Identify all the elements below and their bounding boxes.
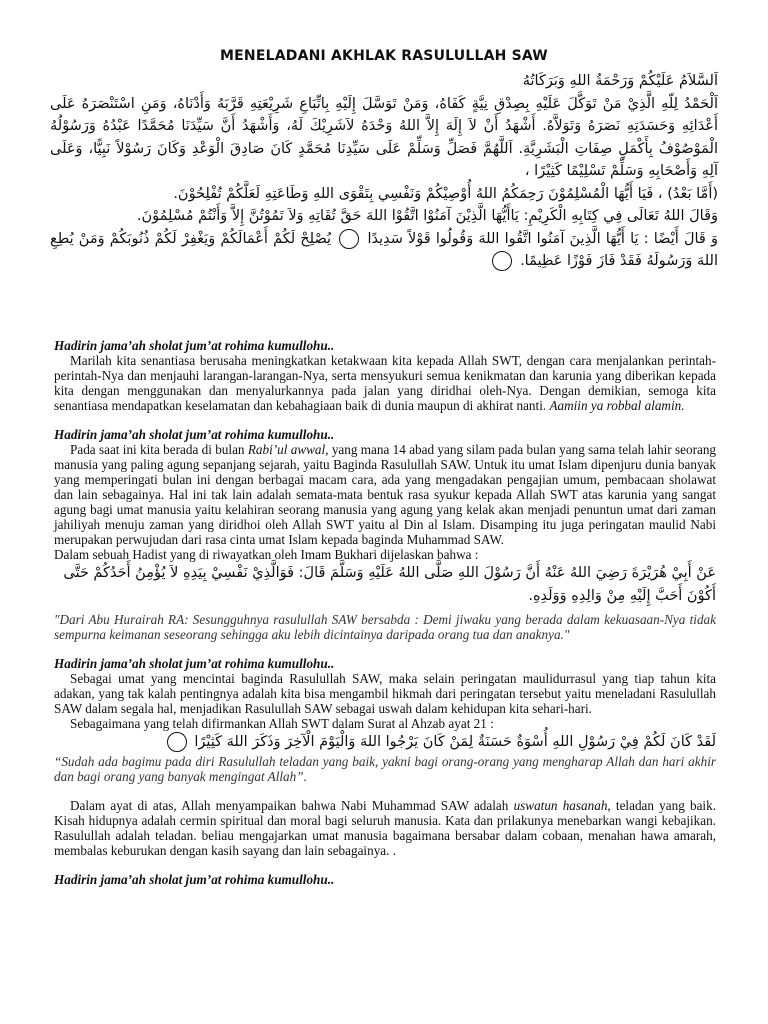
ayah-end-icon — [167, 732, 187, 752]
section-heading: Hadirin jama’ah sholat jum’at rohima kumullohu.. — [54, 656, 335, 671]
paragraph: Dalam sebuah Hadist yang di riwayatkan oleh Imam Bukhari dijelaskan bahwa : — [54, 547, 479, 562]
arabic-hamdalah: اَلْحَمْدُ لِلّهِ الَّذِيْ مَنْ تَوَكَّلَ عَلَيْهِ بِصِدْقِ نِيَّةٍ كَفَاهُ، وَمَنْ تَوَسَّلَ إِلَيْهِ بِاتِّبَاعِ شَرِيْعَتِهِ قَرَّبَهُ وَأَدْنَاهُ، وَمَنِ اسْتَنْصَرَهُ عَلَى أَعْدَائِهِ وَحَسَدَتِهِ نَصَرَهُ وَتَوَلاَّهُ. أَشْهَدُ أَنْ لاَ إِلَهَ إِلاَّ اللهُ وَحْدَهُ لاَشَرِيْكَ لَهُ، وَأَشْهَدُ أَنَّ سَيِّدَنَا مُحَمَّدًا عَبْدُهُ وَرَسُوْلُهُ الْمَوْصُوْفُ بِأَكْمَلِ صِفَاتِ الْبَشَرِيَّةِ. اَللَّهُمَّ فَصَلِّ وَسَلِّمْ عَلَى سَيِّدِنَا مُحَمَّدٍ كَانَ صَادِقَ الْوَعْدِ وَكَانَ رَسُوْلاً نَبِيًّا، وَعَلَى آلِهِ وَأَصْحَابِهِ وَسَلِّمْ تَسْلِيْمًا كَثِيْرًا ، — [50, 95, 718, 179]
paragraph-italic: uswatun hasanah — [513, 798, 608, 813]
arabic-qala-aidan — [50, 228, 718, 273]
paragraph-italic: Aamiin ya robbal alamin. — [549, 398, 685, 413]
sermon-body — [54, 338, 716, 887]
paragraph-text: , teladan yang baik. Kisah hidupnya adalah cermin spiritual dan moral bagi seluruh manusia. Kata dan prilakunya menebarkan wangi kebajikan. Rasulullah adalah teladan. beliau mengajarkan umat manusia bagaimana bersabar dalam cobaan, menahan hawa amarah, membalas keburukan dengan kasih sayang dan lain sebagainya. . — [54, 798, 716, 858]
ayah-text: لَقَدْ كَانَ لَكُمْ فِيْ رَسُوْلِ اللهِ أُسْوَةٌ حَسَنَةٌ لِمَنْ كَانَ يَرْجُوا اللهَ وَالْيَوْمَ الْآخِرَ وَذَكَرَ اللهَ كَثِيْرًا — [194, 734, 716, 750]
paragraph-text: Pada saat ini kita berada di bulan — [70, 442, 245, 457]
page-title: MENELADANI AKHLAK RASULULLAH SAW — [220, 48, 548, 64]
ayah-end-icon — [339, 229, 359, 249]
paragraph-text: Marilah kita senantiasa berusaha meningkatkan ketakwaan kita kepada Allah SWT, dengan cara menjalankan perintah-perintah-Nya dan menjauhi larangan-larangan-Nya, serta mensyukuri semua kenikmatan dan karunia yang diberikan kepada kita dengan menggunakan dan menyalurkannya pada jalan yang diridhai oleh-Nya. Dengan demikian, semoga kita senantiasa mendapatkan keselamatan dan kebahagiaan baik di dunia maupun di akhirat nanti. — [54, 353, 716, 413]
section-heading: Hadirin jama’ah sholat jum’at rohima kumullohu.. — [54, 427, 335, 442]
section-heading: Hadirin jama’ah sholat jum’at rohima kumullohu.. — [54, 338, 335, 353]
paragraph: Sebagai umat yang mencintai baginda Rasulullah SAW, maka selain peringatan maulidurrasul yang tiap tahun kita adakan, yang tak kalah pentingnya adalah kita bisa mengambil hikmah dari peringatan tersebut yaitu meneladani Rasulullah SAW dalam segala hal, menjadikan Rasulullah SAW sebagai uswah dalam kehidupan kita sehari-hari. — [54, 671, 716, 716]
arabic-amma-badu: (أَمَّا بَعْدُ) ، فَيَا أَيُّهَا الْمُسْلِمُوْنَ رَحِمَكُمُ اللهُ أُوْصِيْكُمْ وَنَفْسِي بِتَقْوَى اللهِ وَطَاعَتِهِ لَعَلَّكُمْ تُفْلِحُوْنَ. — [173, 185, 718, 202]
arabic-opening — [50, 70, 718, 273]
paragraph-italic: Rabi’ul awwal — [247, 442, 326, 457]
arabic-salam: اَلسَّلاَمُ عَلَيْكُمْ وَرَحْمَةُ اللهِ وَبَرَكَاتُهُ — [522, 73, 718, 89]
section-heading: Hadirin jama’ah sholat jum’at rohima kumullohu.. — [54, 872, 335, 887]
ayah-end-icon — [492, 251, 512, 271]
paragraph — [54, 442, 716, 547]
paragraph — [54, 353, 716, 413]
paragraph — [54, 798, 716, 858]
ayah-translation: “Sudah ada bagimu pada diri Rasulullah teladan yang baik, yakni bagi orang-orang yang mengharap Allah dan hari akhir dan bagi orang yang banyak mengingat Allah”. — [54, 754, 716, 784]
arabic-qala-aidan-part-a: وَ قَالَ أَيْضًا : يَا أَيُّهَا الَّذِينَ آمَنُوا اتَّقُوا اللهَ وَقُولُوا قَوْلاً سَدِيدًا — [367, 230, 719, 247]
paragraph-text: , yang mana 14 abad yang silam pada bulan yang sama telah lahir seorang manusia yang paling agung sepanjang sejarah, yaitu Baginda Rasulullah SAW. Untuk itu umat Islam dipenjuru dunia banyak yang memperingati bulan ini dengan berbagai macam cara, ada yang mengadakan pengajian umum, pembacaan sholawat dan lain sebagainya. Hal ini tak lain adalah semata-mata bentuk rasa syukur kepada Allah SWT atas karunia yang sangat agung bagi umat manusia yaitu kelahiran seorang manusia yang agung yang kelak akan menjadi penuntun umat dari zaman jahiliyah menuju zaman yang diridhoi oleh Allah SWT yaitu al Din al Islam. Disamping itu juga peringatan maulid Nabi merupakan perwujudan dari rasa cinta umat Islam kepada baginda Muhammad SAW. — [54, 442, 717, 547]
arabic-qala: وَقَالَ اللهُ تَعَالَى فِي كِتَابِهِ الْكَرِيْمِ: يَاأَيُّهَا الَّذِيْنَ آمَنُوْا اتَّقُوْا اللهَ حَقَّ تُقَاتِهِ وَلاَ تَمُوْتُنَّ إِلاَّ وَأَنْتُمْ مُسْلِمُوْنَ. — [136, 208, 718, 224]
hadith-arabic: عَنْ أَبِيْ هُرَيْرَةَ رَضِيَ اللهُ عَنْهُ أَنَّ رَسُوْلَ اللهِ صَلَّى اللهُ عَلَيْهِ وَسَلَّمَ قَالَ: فَوَالَّذِيْ نَفْسِيْ بِيَدِهِ لاَ يُؤْمِنُ أَحَدُكُمْ حَتَّى أَكُوْنَ أَحَبَّ إِلَيْهِ مِنْ وَالِدِهِ وَوَلَدِهِ. — [63, 565, 716, 604]
paragraph: Sebagaimana yang telah difirmankan Allah SWT dalam Surat al Ahzab ayat 21 : — [70, 716, 494, 731]
paragraph-text: Dalam ayat di atas, Allah menyampaikan bahwa Nabi Muhammad SAW adalah — [70, 798, 509, 813]
hadith-translation: "Dari Abu Hurairah RA: Sesungguhnya rasulullah SAW bersabda : Demi jiwaku yang berada dalam kekuasaan-Nya tidak sempurna keimanan seseorang sehingga aku lebih dicintainya daripada orang tua dan anaknya." — [54, 612, 716, 642]
arabic-qala-aidan-part-b: يُصْلِحْ لَكُمْ أَعْمَالَكُمْ وَيَغْفِرْ لَكُمْ ذُنُوبَكُمْ وَمَنْ يُطِعِ اللهَ وَرَسُولَهُ فَقَدْ فَازَ فَوْزًا عَظِيمًا. — [50, 230, 718, 269]
ayah-arabic — [54, 731, 716, 754]
